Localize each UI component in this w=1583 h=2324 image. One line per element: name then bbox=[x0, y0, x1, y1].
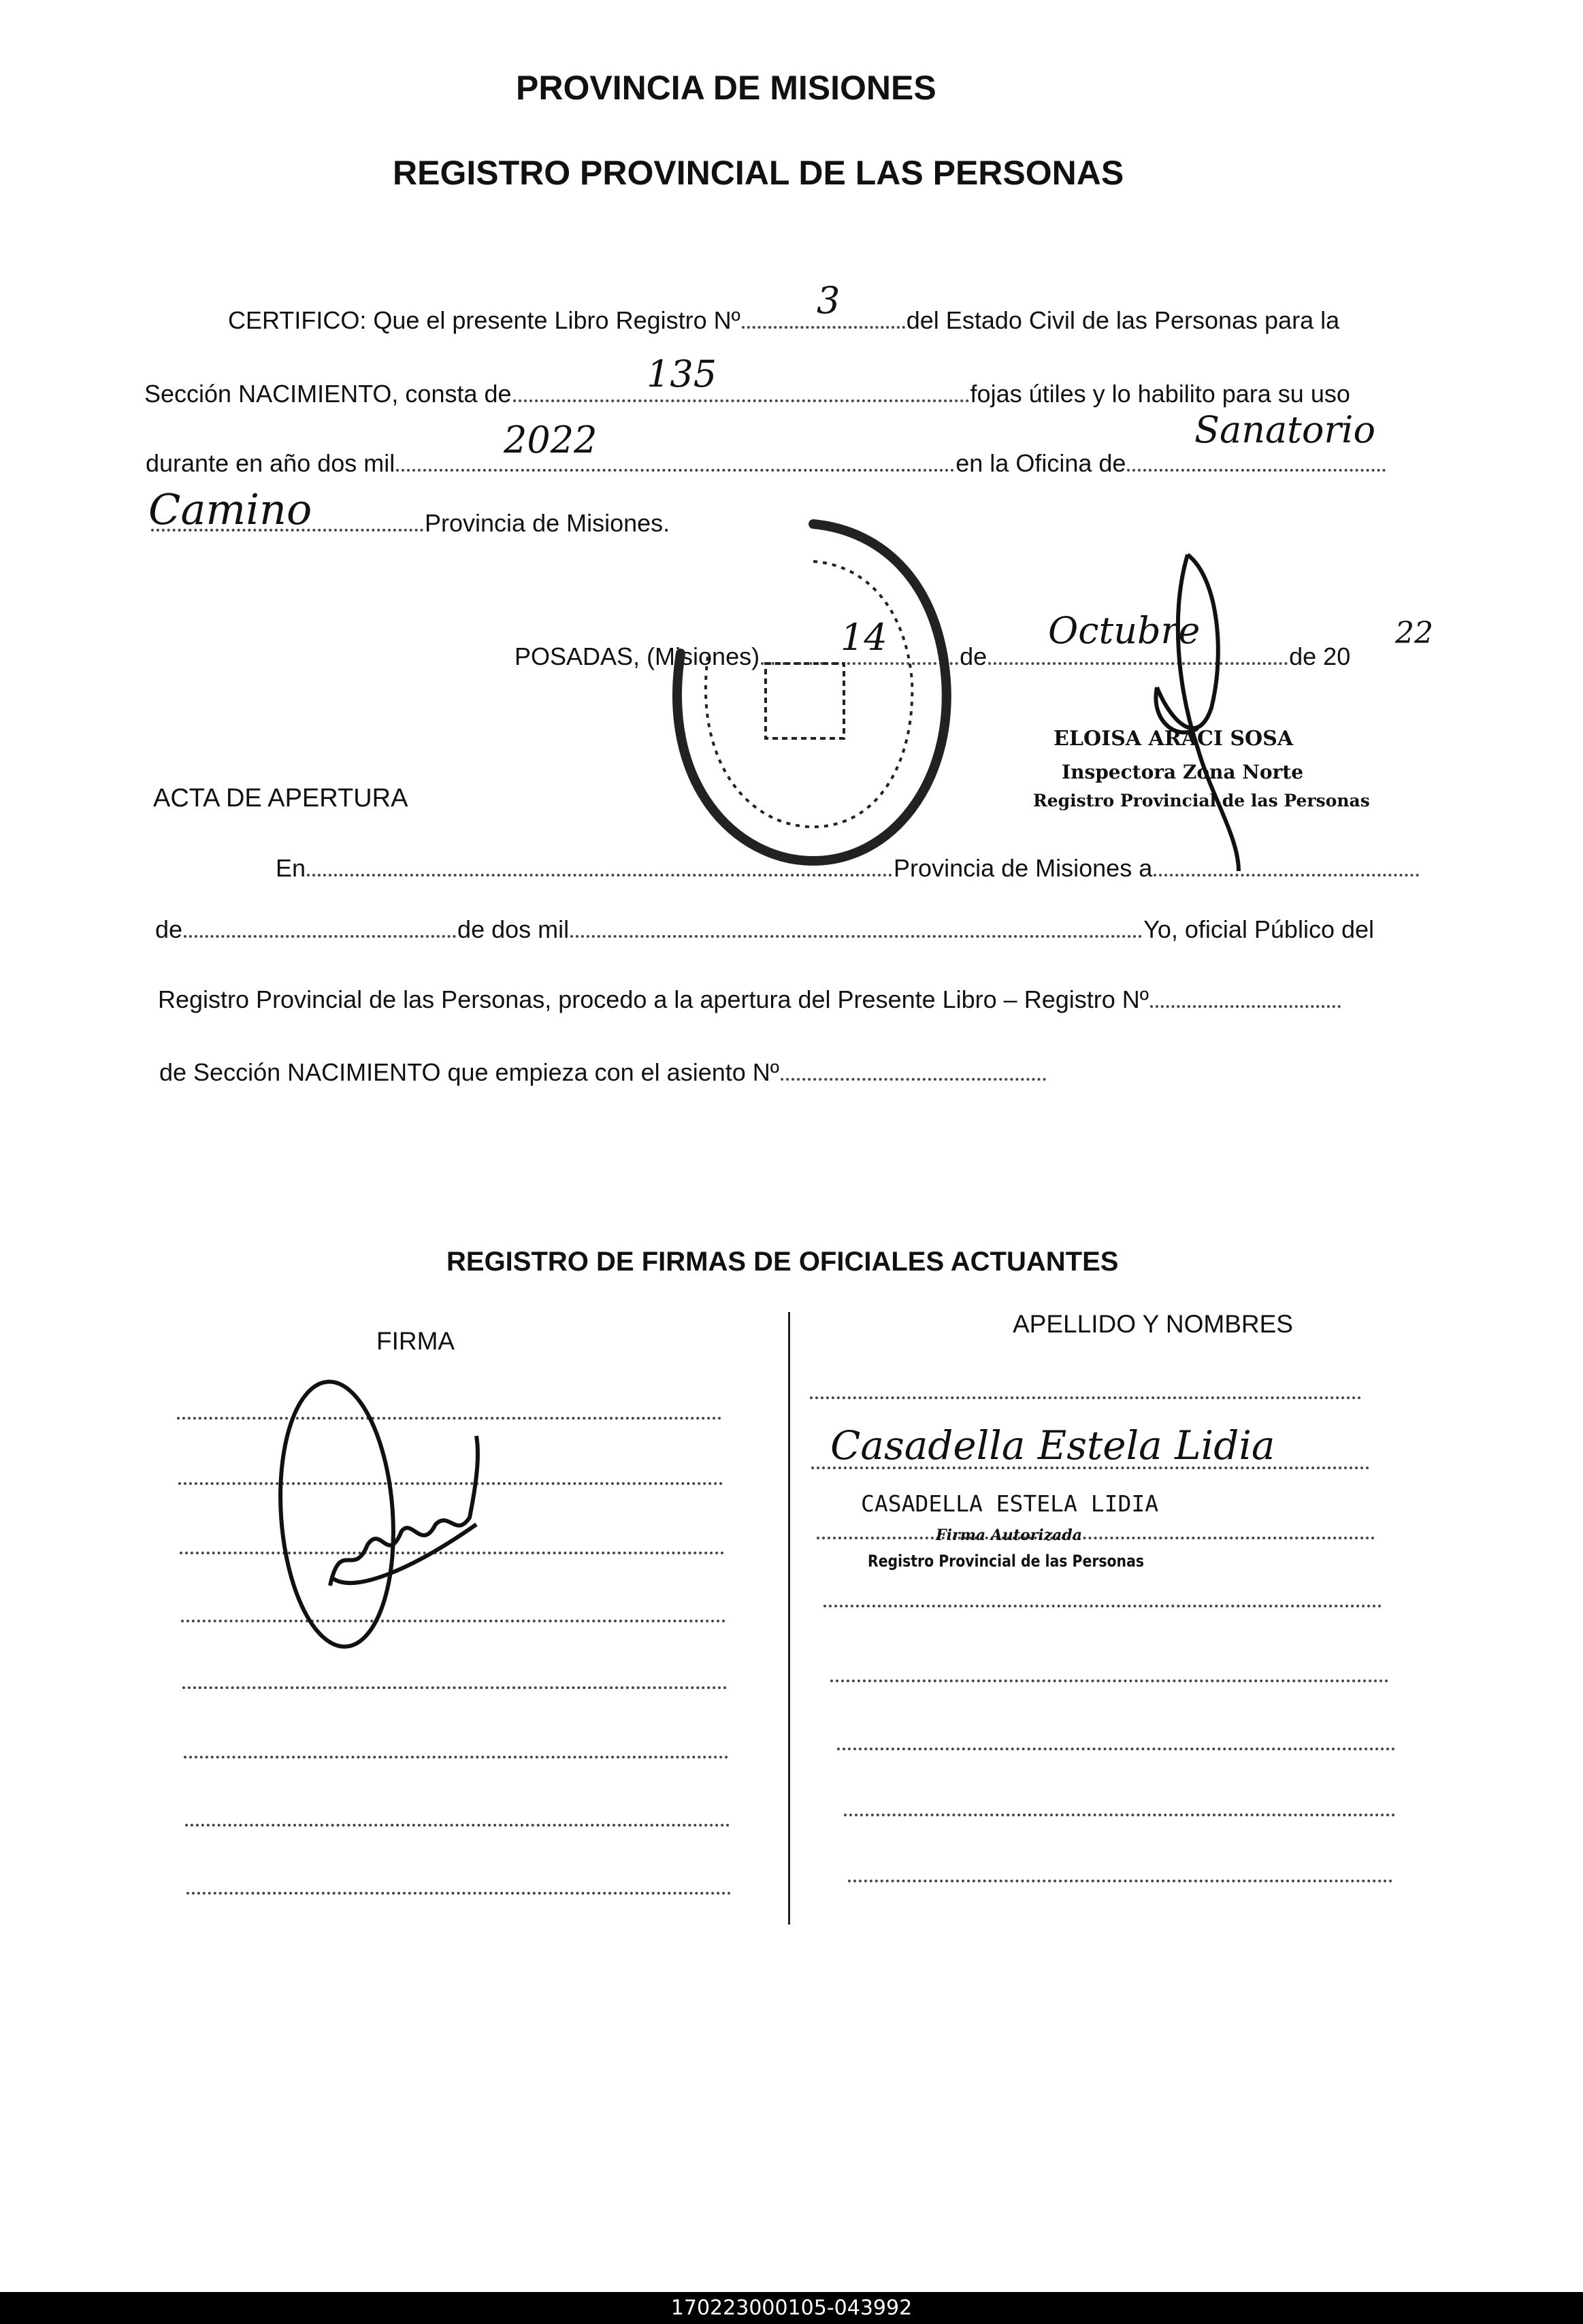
inspector-stamp-org: Registro Provincial de las Personas bbox=[1033, 791, 1370, 811]
apertura-line-2: de de dos mil Yo, oficial Público del bbox=[155, 915, 1375, 943]
handwritten-year: 2022 bbox=[504, 419, 598, 461]
cert-line-2: Sección NACIMIENTO, consta de fojas útiles y lo habilito para su uso bbox=[144, 380, 1350, 408]
handwritten-day: 14 bbox=[841, 616, 887, 659]
handwritten-officer-name: Casadella Estela Lidia bbox=[830, 1422, 1275, 1469]
firmas-heading: REGISTRO DE FIRMAS DE OFICIALES ACTUANTES bbox=[446, 1247, 1119, 1277]
apertura-heading: ACTA DE APERTURA bbox=[153, 784, 408, 813]
registry-title: REGISTRO PROVINCIAL DE LAS PERSONAS bbox=[393, 154, 1124, 192]
province-title: PROVINCIA DE MISIONES bbox=[516, 69, 936, 107]
handwritten-office-2: Camino bbox=[148, 485, 312, 534]
handwritten-year-suffix: 22 bbox=[1395, 616, 1433, 651]
official-seal bbox=[677, 524, 947, 861]
document-barcode-code: 170223000105-043992 bbox=[0, 2292, 1583, 2324]
apertura-line-3: Registro Provincial de las Personas, procedo a la apertura del Presente Libro – Registro Nº bbox=[158, 985, 1342, 1014]
officer-signature bbox=[272, 1378, 478, 1650]
apertura-line-4: de Sección NACIMIENTO que empieza con el asiento Nº bbox=[159, 1058, 1047, 1087]
cert-line-4: Provincia de Misiones. bbox=[150, 509, 670, 538]
col-header-firma: FIRMA bbox=[376, 1327, 455, 1355]
apertura-line-1: En Provincia de Misiones a bbox=[276, 854, 1420, 883]
inspector-stamp-role: Inspectora Zona Norte bbox=[1062, 761, 1304, 783]
col-header-nombres: APELLIDO Y NOMBRES bbox=[1013, 1310, 1293, 1338]
handwritten-office-1: Sanatorio bbox=[1194, 408, 1375, 451]
inspector-signature bbox=[1156, 555, 1239, 871]
officer-stamp-role: Firma Autorizada bbox=[936, 1526, 1082, 1544]
inspector-stamp-name: ELOISA ARACI SOSA bbox=[1054, 727, 1294, 751]
officer-stamp-name: CASADELLA ESTELA LIDIA bbox=[861, 1490, 1159, 1517]
handwritten-fojas: 135 bbox=[647, 353, 717, 395]
cert-line-1: CERTIFICO: Que el presente Libro Registro Nº del Estado Civil de las Personas para la bbox=[228, 306, 1340, 334]
cert-place-date: POSADAS, (Misiones) de de 20 bbox=[515, 642, 1351, 670]
officer-stamp-org: Registro Provincial de las Personas bbox=[868, 1552, 1144, 1571]
cert-line-3: durante en año dos mil en la Oficina de bbox=[146, 449, 1387, 478]
handwritten-libro-number: 3 bbox=[817, 279, 841, 322]
handwritten-month: Octubre bbox=[1048, 609, 1201, 652]
